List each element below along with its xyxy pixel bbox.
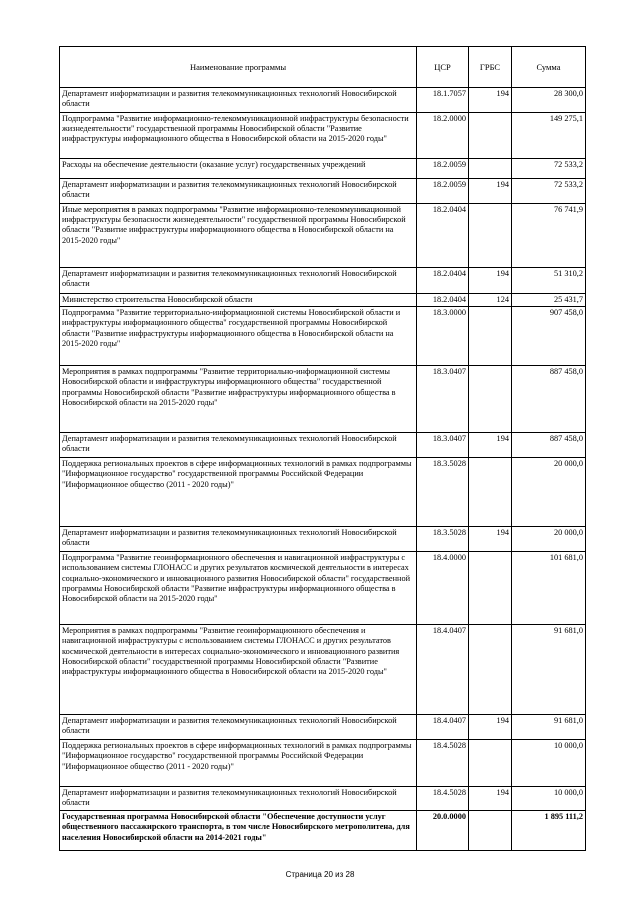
- cell-csr: 18.2.0000: [417, 113, 469, 159]
- table-row: [60, 552, 586, 625]
- cell-sum: 907 458,0: [512, 307, 586, 366]
- cell-grbs: [469, 307, 512, 366]
- cell-program-name: Подпрограмма "Развитие территориально-информационной системы Новосибирской области и инфраструктуры информационного общества" государственной программы Новосибирской области "Развитие инфраструктуры информационного общества в Новосибирской области на 2015-2020 годы": [60, 307, 417, 366]
- cell-program-name: Департамент информатизации и развития телекоммуникационных технологий Новосибирской области: [60, 433, 417, 458]
- cell-program-name: Подпрограмма "Развитие геоинформационного обеспечения и навигационной инфраструктуры с использованием системы ГЛОНАСС и других результатов космической деятельности в интересах социально-экономического и инновационного развития Новосибирской области" государственной программы Новосибирской области "Развитие инфраструктуры информационного общества в Новосибирской области на 2015-2020 годы": [60, 552, 417, 625]
- cell-sum: 72 533,2: [512, 159, 586, 179]
- cell-sum: 149 275,1: [512, 113, 586, 159]
- cell-grbs: [469, 740, 512, 787]
- table-row: [60, 740, 586, 787]
- table-row: [60, 366, 586, 433]
- cell-sum: 91 681,0: [512, 715, 586, 740]
- table-row: [60, 307, 586, 366]
- table-row: [60, 715, 586, 740]
- cell-sum: 25 431,7: [512, 294, 586, 307]
- cell-grbs: [469, 366, 512, 433]
- cell-sum: 28 300,0: [512, 88, 586, 113]
- cell-program-name: Расходы на обеспечение деятельности (оказание услуг) государственных учреждений: [60, 159, 417, 179]
- table-row: [60, 204, 586, 268]
- cell-sum: 887 458,0: [512, 366, 586, 433]
- cell-sum: 72 533,2: [512, 179, 586, 204]
- cell-program-name: Министерство строительства Новосибирской области: [60, 294, 417, 307]
- budget-table: [59, 46, 586, 851]
- cell-program-name: Подпрограмма "Развитие информационно-телекоммуникационной инфраструктуры безопасности жизнедеятельности" государственной программы Новосибирской области "Развитие инфраструктуры информационного общества в Новосибирской области на 2015-2020 годы": [60, 113, 417, 159]
- cell-program-name: Департамент информатизации и развития телекоммуникационных технологий Новосибирской области: [60, 179, 417, 204]
- cell-sum: 10 000,0: [512, 740, 586, 787]
- cell-csr: 18.3.0000: [417, 307, 469, 366]
- table-header-row: [60, 47, 586, 88]
- cell-csr: 18.4.0407: [417, 715, 469, 740]
- table-row: [60, 294, 586, 307]
- cell-grbs: 194: [469, 268, 512, 294]
- cell-csr: 18.4.5028: [417, 740, 469, 787]
- cell-program-name: Государственная программа Новосибирской области "Обеспечение доступности услуг общественного пассажирского транспорта, в том числе Новосибирского метрополитена, для населения Новосибирской области на 2014-2021 годы": [60, 811, 417, 851]
- cell-grbs: 124: [469, 294, 512, 307]
- cell-csr: 18.3.5028: [417, 458, 469, 527]
- cell-csr: 18.2.0404: [417, 294, 469, 307]
- cell-grbs: [469, 625, 512, 715]
- cell-grbs: [469, 552, 512, 625]
- cell-program-name: Департамент информатизации и развития телекоммуникационных технологий Новосибирской области: [60, 268, 417, 294]
- cell-grbs: 194: [469, 179, 512, 204]
- cell-program-name: Департамент информатизации и развития телекоммуникационных технологий Новосибирской области: [60, 88, 417, 113]
- cell-grbs: 194: [469, 433, 512, 458]
- cell-csr: 18.4.0407: [417, 625, 469, 715]
- table-row: [60, 458, 586, 527]
- cell-program-name: Департамент информатизации и развития телекоммуникационных технологий Новосибирской области: [60, 527, 417, 552]
- table-row: [60, 787, 586, 811]
- table-row: [60, 159, 586, 179]
- table-row: [60, 88, 586, 113]
- table-row: [60, 433, 586, 458]
- cell-csr: 18.2.0404: [417, 268, 469, 294]
- page-number: Страница 20 из 28: [285, 870, 355, 879]
- cell-sum: 20 000,0: [512, 527, 586, 552]
- cell-sum: 10 000,0: [512, 787, 586, 811]
- header-grbs: ГРБС: [469, 47, 512, 88]
- cell-sum: 20 000,0: [512, 458, 586, 527]
- cell-csr: 18.3.0407: [417, 433, 469, 458]
- cell-sum: 91 681,0: [512, 625, 586, 715]
- cell-grbs: [469, 113, 512, 159]
- header-csr: ЦСР: [417, 47, 469, 88]
- cell-grbs: [469, 458, 512, 527]
- cell-program-name: Департамент информатизации и развития телекоммуникационных технологий Новосибирской области: [60, 787, 417, 811]
- cell-sum: 887 458,0: [512, 433, 586, 458]
- cell-csr: 18.1.7057: [417, 88, 469, 113]
- table-row: [60, 268, 586, 294]
- cell-csr: 18.4.5028: [417, 787, 469, 811]
- header-program-name: Наименование программы: [60, 47, 417, 88]
- cell-program-name: Иные мероприятия в рамках подпрограммы "Развитие информационно-телекоммуникационной инфраструктуры безопасности жизнедеятельности" государственной программы Новосибирской области "Развитие инфраструктуры информационного общества в Новосибирской области на 2015-2020 годы": [60, 204, 417, 268]
- cell-sum: 76 741,9: [512, 204, 586, 268]
- table-row: [60, 113, 586, 159]
- table-row: [60, 179, 586, 204]
- cell-program-name: Поддержка региональных проектов в сфере информационных технологий в рамках подпрограммы "Информационное государство" государственной программы Российской Федерации "Информационное общество (2011 - 2020 годы)": [60, 458, 417, 527]
- cell-sum: 51 310,2: [512, 268, 586, 294]
- header-sum: Сумма: [512, 47, 586, 88]
- table-row: [60, 811, 586, 851]
- cell-grbs: [469, 204, 512, 268]
- cell-csr: 18.3.0407: [417, 366, 469, 433]
- cell-csr: 18.4.0000: [417, 552, 469, 625]
- cell-program-name: Поддержка региональных проектов в сфере информационных технологий в рамках подпрограммы "Информационное государство" государственной программы Российской Федерации "Информационное общество (2011 - 2020 годы)": [60, 740, 417, 787]
- cell-csr: 18.2.0059: [417, 179, 469, 204]
- cell-csr: 18.2.0059: [417, 159, 469, 179]
- cell-sum: 101 681,0: [512, 552, 586, 625]
- cell-grbs: [469, 159, 512, 179]
- cell-program-name: Мероприятия в рамках подпрограммы "Развитие территориально-информационной системы Новосибирской области и инфраструктуры информационного общества" государственной программы Новосибирской области "Развитие инфраструктуры информационного общества в Новосибирской области на 2015-2020 годы": [60, 366, 417, 433]
- cell-program-name: Мероприятия в рамках подпрограммы "Развитие геоинформационного обеспечения и навигационной инфраструктуры с использованием системы ГЛОНАСС и других результатов космической деятельности в интересах социально-экономического и инновационного развития Новосибирской области" государственной программы Новосибирской области "Развитие инфраструктуры информационного общества в Новосибирской области на 2015-2020 годы": [60, 625, 417, 715]
- cell-program-name: Департамент информатизации и развития телекоммуникационных технологий Новосибирской области: [60, 715, 417, 740]
- cell-grbs: 194: [469, 787, 512, 811]
- cell-grbs: 194: [469, 527, 512, 552]
- cell-grbs: [469, 811, 512, 851]
- cell-csr: 18.3.5028: [417, 527, 469, 552]
- cell-csr: 20.0.0000: [417, 811, 469, 851]
- cell-csr: 18.2.0404: [417, 204, 469, 268]
- table-row: [60, 625, 586, 715]
- table-row: [60, 527, 586, 552]
- cell-grbs: 194: [469, 88, 512, 113]
- cell-grbs: 194: [469, 715, 512, 740]
- cell-sum: 1 895 111,2: [512, 811, 586, 851]
